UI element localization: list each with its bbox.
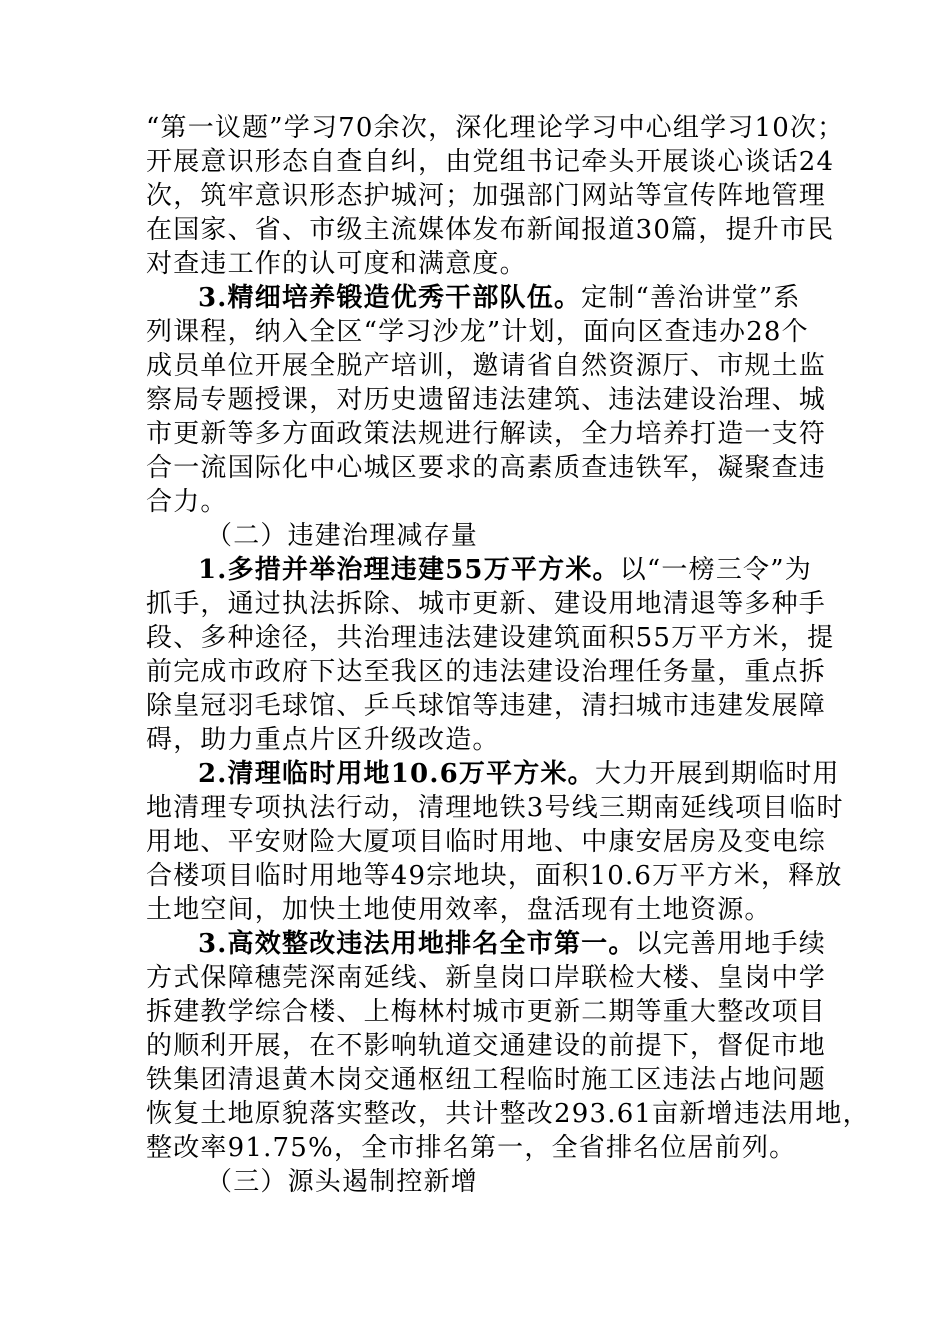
paragraph-violation-governance: [146, 553, 835, 757]
paragraph-ideology: [146, 111, 845, 281]
section-heading: （三）源头遏制控新增: [206, 1167, 479, 1197]
item-text: 以完善用地手续: [635, 929, 826, 959]
text-line: 整改率91.75%，全市排名第一，全省排名位居前列。: [146, 1133, 797, 1163]
text-line: 列课程，纳入全区“学习沙龙”计划，面向区查违办28个: [146, 317, 809, 347]
text-line: 抓手，通过执法拆除、城市更新、建设用地清退等多种手: [146, 589, 827, 619]
text-line: 察局专题授课，对历史遗留违法建筑、违法建设治理、城: [146, 385, 827, 415]
item-text: 定制“善治讲堂”系: [581, 283, 801, 313]
text-line: [146, 553, 812, 587]
text-line: “第一议题”学习70余次，深化理论学习中心组学习10次；: [146, 113, 845, 143]
text-line: 前完成市政府下达至我区的违法建设治理任务量，重点拆: [146, 657, 827, 687]
document-page: [146, 111, 870, 1199]
item-text: 大力开展到期临时用: [594, 759, 840, 789]
text-line: 开展意识形态自查自纠，由党组书记牵头开展谈心谈话24: [146, 147, 835, 177]
text-line: [146, 927, 826, 961]
item-text: 以“一榜三令”为: [619, 555, 812, 585]
item-title: 3.高效整改违法用地排名全市第一。: [198, 929, 636, 959]
text-line: 土地空间，加快土地使用效率，盘活现有土地资源。: [146, 895, 772, 925]
text-line: 方式保障穗莞深南延线、新皇岗口岸联检大楼、皇岗中学: [146, 963, 827, 993]
item-title: 3.精细培养锻造优秀干部队伍。: [198, 283, 582, 313]
text-line: [146, 281, 808, 315]
text-line: 的顺利开展，在不影响轨道交通建设的前提下，督促市地: [146, 1031, 827, 1061]
text-line: 市更新等多方面政策法规进行解读，全力培养打造一支符: [146, 419, 827, 449]
text-line: 合楼项目临时用地等49宗地块，面积10.6万平方米，释放: [146, 861, 843, 891]
text-line: 除皇冠羽毛球馆、乒乓球馆等违建，清扫城市违建发展障: [146, 691, 827, 721]
text-line: 拆建教学综合楼、上梅林村城市更新二期等重大整改项目: [146, 997, 827, 1027]
text-line: 碍，助力重点片区升级改造。: [146, 725, 500, 755]
text-line: 铁集团清退黄木岗交通枢纽工程临时施工区违法占地问题: [146, 1065, 827, 1095]
item-title: 2.清理临时用地10.6万平方米。: [198, 759, 595, 789]
text-line: 次，筑牢意识形态护城河；加强部门网站等宣传阵地管理: [146, 181, 827, 211]
text-line: [146, 757, 840, 791]
text-line: 对查违工作的认可度和满意度。: [146, 249, 527, 279]
text-line: 用地、平安财险大厦项目临时用地、中康安居房及变电综: [146, 827, 827, 857]
text-line: 成员单位开展全脱产培训，邀请省自然资源厅、市规土监: [146, 351, 827, 381]
text-line: 合力。: [146, 487, 228, 517]
paragraph-temporary-land: [146, 757, 844, 927]
item-title: 1.多措并举治理违建55万平方米。: [198, 555, 620, 585]
paragraph-land-rectification: [146, 927, 870, 1165]
paragraph-cadre-training: [146, 281, 827, 519]
section-heading: （二）违建治理减存量: [206, 521, 479, 551]
text-line: 恢复土地原貌落实整改，共计整改293.61亩新增违法用地，: [146, 1099, 870, 1129]
text-line: 在国家、省、市级主流媒体发布新闻报道30篇，提升市民: [146, 215, 835, 245]
text-line: 合一流国际化中心城区要求的高素质查违铁军，凝聚查违: [146, 453, 827, 483]
text-line: 段、多种途径，共治理违法建设建筑面积55万平方米，提: [146, 623, 835, 653]
text-line: 地清理专项执法行动，清理地铁3号线三期南延线项目临时: [146, 793, 844, 823]
